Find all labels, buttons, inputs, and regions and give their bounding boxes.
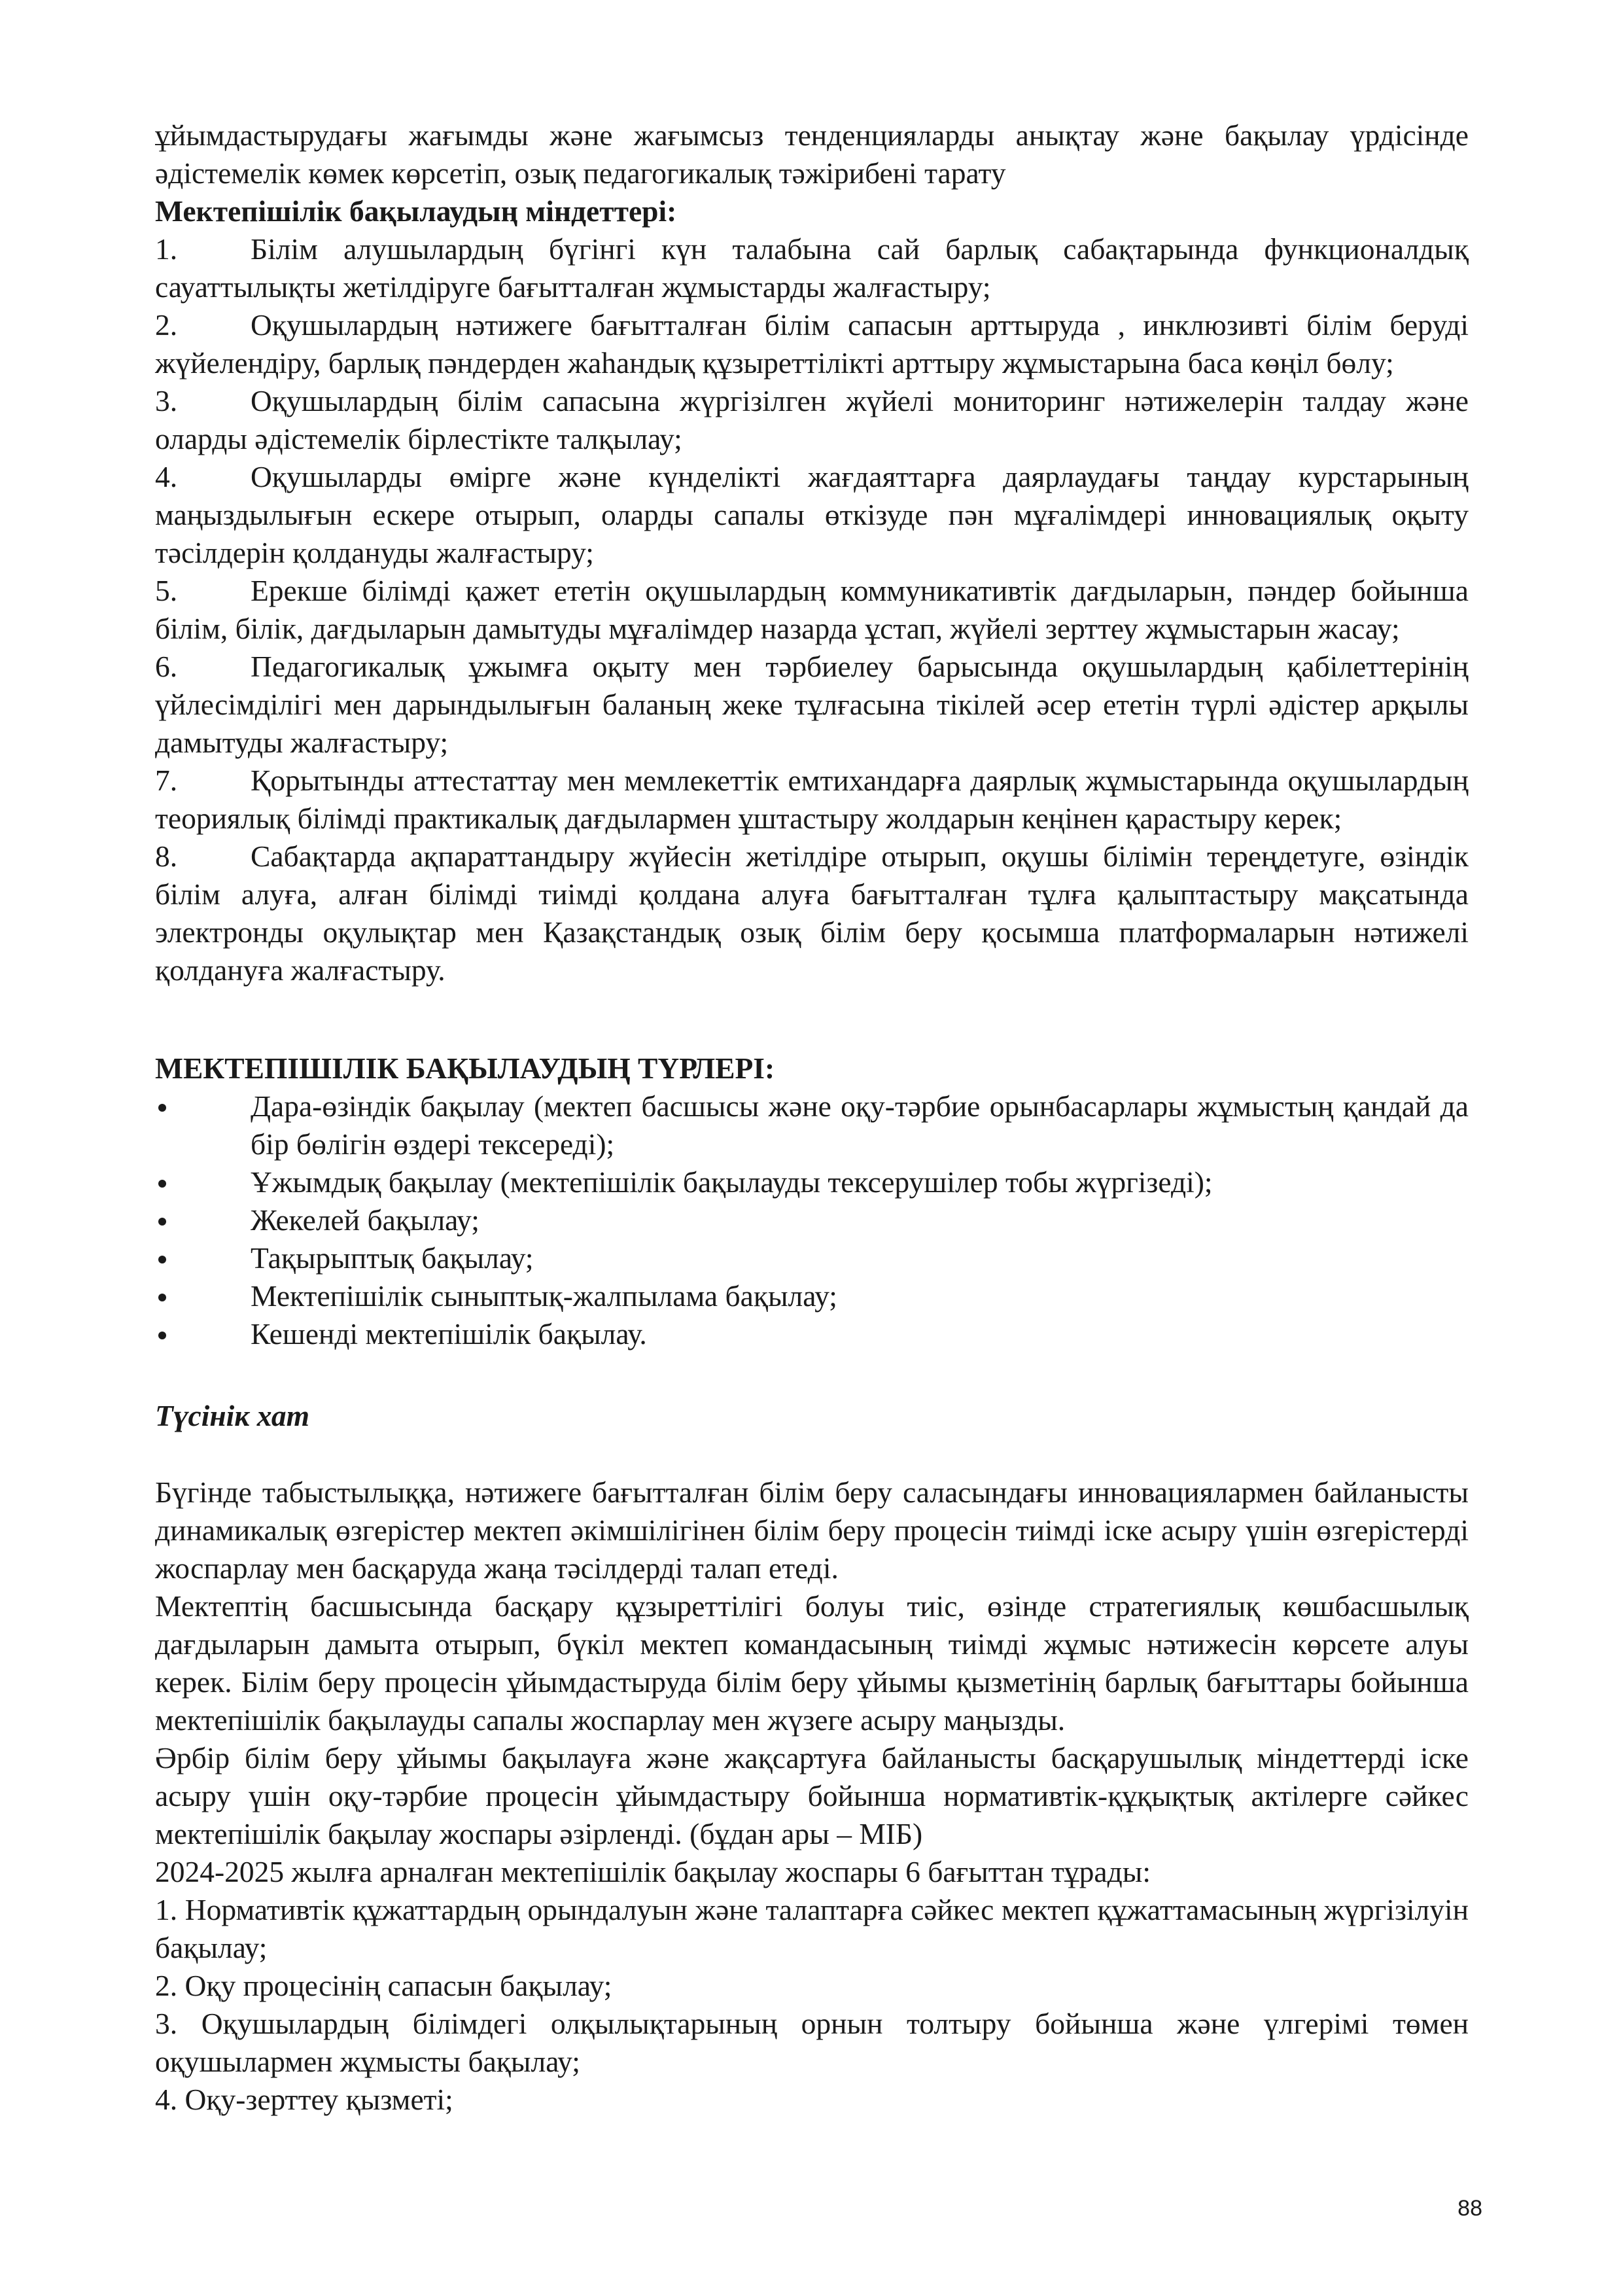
type-item: [155, 1277, 1469, 1315]
task-text: Білім алушылардың бүгінгі күн талабына сай барлық сабақтарында функционалдық сауаттылықты жетілдіруге бағытталған жұмыстарды жалғастыру;: [155, 232, 1469, 304]
note-heading: Түсінік хат: [155, 1399, 310, 1432]
tasks-section: [155, 192, 1469, 989]
types-list: [155, 1087, 1469, 1353]
note-paragraph: 2024-2025 жылға арналған мектепішілік бақылау жоспары 6 бағыттан тұрады:: [155, 1855, 1151, 1888]
task-number: 3.: [155, 384, 178, 417]
bullet-icon: [155, 1163, 251, 1201]
type-text: Кешенді мектепішілік бақылау.: [251, 1317, 647, 1351]
note-heading-block: [155, 1397, 1469, 1435]
task-text: Ерекше білімді қажет ететін оқушылардың коммуникативтік дағдыларын, пәндер бойынша білім, білік, дағдыларын дамытуды мұғалімдер назарда ұстап, жүйелі зерттеу жұмыстарын жасау;: [155, 574, 1469, 645]
task-text: Қорытынды аттестаттау мен мемлекеттік емтихандарға даярлық жұмыстарында оқушылардың теориялық білімді практикалық дағдылармен ұштастыру жолдарын кеңінен қарастыру керек;: [155, 764, 1469, 835]
task-number: 4.: [155, 460, 178, 493]
types-heading: МЕКТЕПІШІЛІК БАҚЫЛАУДЫҢ ТҮРЛЕРІ:: [155, 1051, 775, 1085]
page-number: 88: [1457, 2196, 1482, 2221]
type-text: Дара-өзіндік бақылау (мектеп басшысы және оқу-тәрбие орынбасарлары жұмыстың қандай да бір бөлігін өздері тексереді);: [251, 1089, 1469, 1161]
tasks-heading: Мектепішілік бақылаудың міндеттері:: [155, 194, 677, 228]
task-text: Оқушылардың білім сапасына жүргізілген жүйелі мониторинг нәтижелерін талдау және оларды әдістемелік бірлестікте талқылау;: [155, 384, 1469, 455]
task-number: 2.: [155, 308, 178, 342]
tasks-list: [155, 230, 1469, 989]
type-item: [155, 1239, 1469, 1277]
task-item: [155, 572, 1469, 648]
note-paragraph: Әрбір білім беру ұйымы бақылауға және жақсартуға байланысты басқарушылық міндеттерді іске асыру үшін оқу-тәрбие процесін ұйымдастыру бойынша нормативтік-құқықтық актілерге сәйкес мектепішілік бақылау жоспары әзірленді. (бұдан ары – МІБ): [155, 1741, 1469, 1850]
task-number: 7.: [155, 764, 178, 797]
type-text: Ұжымдық бақылау (мектепішілік бақылауды тексерушілер тобы жүргізеді);: [251, 1165, 1213, 1199]
task-number: 8.: [155, 839, 178, 873]
types-section: [155, 1050, 1469, 1353]
note-paragraph: Бүгінде табыстылыққа, нәтижеге бағытталған білім беру саласындағы инновациялармен байланысты динамикалық өзгерістер мектеп әкімшілігінен білім беру процесін тиімді іске асыру үшін өзгерістерді жоспарлау мен басқаруда жаңа тәсілдерді талап етеді.: [155, 1475, 1469, 1585]
task-text: Оқушыларды өмірге және күнделікті жағдаяттарға даярлаудағы таңдау курстарының маңыздылығын ескере отырып, оларды сапалы өткізуде пән мұғалімдері инновациялық оқыту тәсілдерін қолдануды жалғастыру;: [155, 460, 1469, 569]
note-paragraph: 4. Оқу-зерттеу қызметі;: [155, 2083, 453, 2116]
task-item: [155, 458, 1469, 572]
note-paragraph: 3. Оқушылардың білімдегі олқылықтарының орнын толтыру бойынша және үлгерімі төмен оқушылармен жұмысты бақылау;: [155, 2007, 1469, 2078]
note-paragraph: Мектептің басшысында басқару құзыреттілігі болуы тиіс, өзінде стратегиялық көшбасшылық дағдыларын дамыта отырып, бүкіл мектеп командасының тиімді жұмыс нәтижесін көрсете алуы керек. Білім беру процесін ұйымдастыруда білім беру ұйымы қызметінің барлық бағыттары бойынша мектепішілік бақылауды сапалы жоспарлау мен жүзеге асыру маңызды.: [155, 1589, 1469, 1737]
bullet-icon: [155, 1201, 251, 1239]
task-text: Сабақтарда ақпараттандыру жүйесін жетілдіре отырып, оқушы білімін тереңдетуге, өзіндік білім алуға, алған білімді тиімді қолдана алуға бағытталған тұлға қалыптастыру мақсатында электронды оқулықтар мен Қазақстандық озық білім беру қосымша платформаларын нәтижелі қолдануға жалғастыру.: [155, 839, 1469, 987]
note-paragraph: 2. Оқу процесінің сапасын бақылау;: [155, 1969, 612, 2002]
intro-paragraph: [155, 116, 1469, 192]
task-item: [155, 838, 1469, 989]
type-item: [155, 1201, 1469, 1239]
task-item: [155, 382, 1469, 458]
task-item: [155, 648, 1469, 762]
intro-text: ұйымдастырудағы жағымды және жағымсыз тенденцияларды анықтау және бақылау үрдісінде әдістемелік көмек көрсетіп, озық педагогикалық тәжірибені тарату: [155, 118, 1469, 190]
type-item: [155, 1163, 1469, 1201]
task-text: Оқушылардың нәтижеге бағытталған білім сапасын арттыруда , инклюзивті білім беруді жүйелендіру, барлық пәндерден жаһандық құзыреттілікті арттыру жұмыстарына баса көңіл бөлу;: [155, 308, 1469, 380]
task-number: 5.: [155, 574, 178, 607]
bullet-icon: [155, 1087, 251, 1125]
task-item: [155, 762, 1469, 838]
task-number: 6.: [155, 650, 178, 683]
type-text: Мектепішілік сыныптық-жалпылама бақылау;: [251, 1279, 837, 1313]
type-text: Тақырыптық бақылау;: [251, 1241, 534, 1275]
type-item: [155, 1315, 1469, 1353]
type-text: Жекелей бақылау;: [251, 1203, 480, 1237]
task-item: [155, 230, 1469, 306]
task-number: 1.: [155, 232, 178, 266]
bullet-icon: [155, 1315, 251, 1353]
bullet-icon: [155, 1277, 251, 1315]
note-section: [155, 1474, 1469, 2119]
task-text: Педагогикалық ұжымға оқыту мен тәрбиелеу барысында оқушылардың қабілеттерінің үйлесімділігі мен дарындылығын баланың жеке тұлғасына тікілей әсер ететін түрлі әдістер арқылы дамытуды жалғастыру;: [155, 650, 1469, 759]
note-paragraphs: [155, 1474, 1469, 2119]
bullet-icon: [155, 1239, 251, 1277]
type-item: [155, 1087, 1469, 1163]
note-paragraph: 1. Нормативтік құжаттардың орындалуын және талаптарға сәйкес мектеп құжаттамасының жүргізілуін бақылау;: [155, 1893, 1469, 1964]
task-item: [155, 306, 1469, 382]
